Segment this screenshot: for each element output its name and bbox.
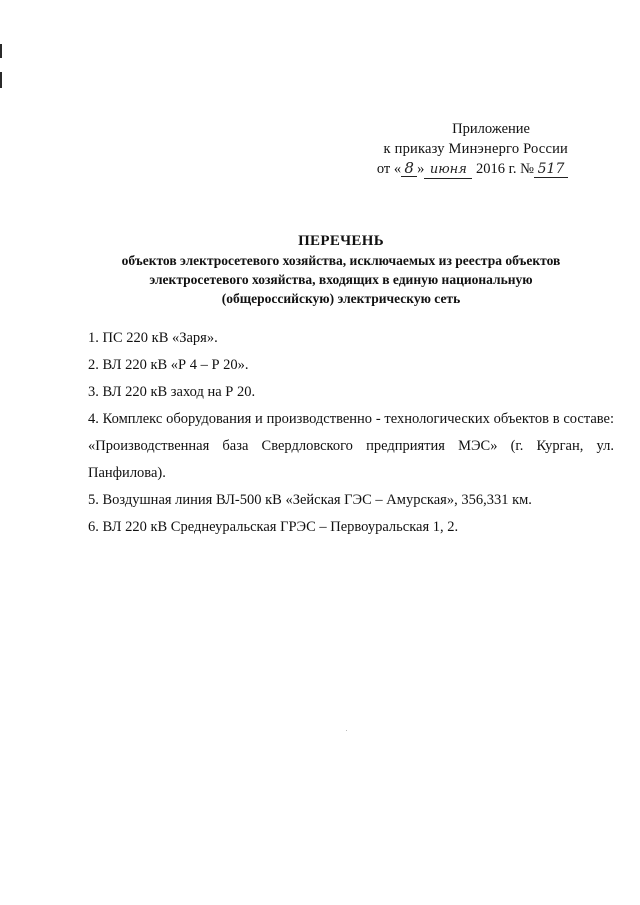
list-item: 5. Воздушная линия ВЛ-500 кВ «Зейская ГЭС – Амурская», 356,331 км. xyxy=(88,492,532,508)
order-date-line xyxy=(308,159,568,179)
list-item: 6. ВЛ 220 кВ Среднеуральская ГРЭС – Первоуральская 1, 2. xyxy=(88,519,459,535)
order-reference: к приказу Минэнерго России xyxy=(383,141,568,157)
date-prefix: от « xyxy=(376,161,402,177)
scan-speck xyxy=(346,730,347,731)
list-item: 4. Комплекс оборудования и производственно - технологических объектов в составе: «Производственная база Свердловского предприятия МЭС» (г. Курган, ул. Панфилова). xyxy=(88,411,614,481)
document-title-block xyxy=(70,231,612,308)
list-item: 2. ВЛ 220 кВ «Р 4 – Р 20». xyxy=(88,357,249,373)
document-subtitle-line: (общероссийскую) электрическую сеть xyxy=(221,291,461,306)
list-item: 3. ВЛ 220 кВ заход на Р 20. xyxy=(88,384,256,400)
scan-edge-mark xyxy=(0,44,2,58)
appendix-label: Приложение xyxy=(452,121,530,137)
list-item: 1. ПС 220 кВ «Заря». xyxy=(88,330,218,346)
appendix-header xyxy=(308,119,568,179)
handwritten-day: 8 xyxy=(401,160,417,177)
scan-edge-mark xyxy=(0,72,2,88)
date-quote-close: » xyxy=(417,161,425,177)
handwritten-order-number: 517 xyxy=(534,161,568,178)
document-title: ПЕРЕЧЕНЬ xyxy=(298,233,384,249)
handwritten-month: июня xyxy=(424,162,472,179)
objects-list xyxy=(88,325,614,541)
document-subtitle-line: электросетевого хозяйства, входящих в единую национальную xyxy=(149,272,533,287)
document-subtitle-line: объектов электросетевого хозяйства, исключаемых из реестра объектов xyxy=(121,253,561,268)
date-year: 2016 г. № xyxy=(472,161,534,177)
